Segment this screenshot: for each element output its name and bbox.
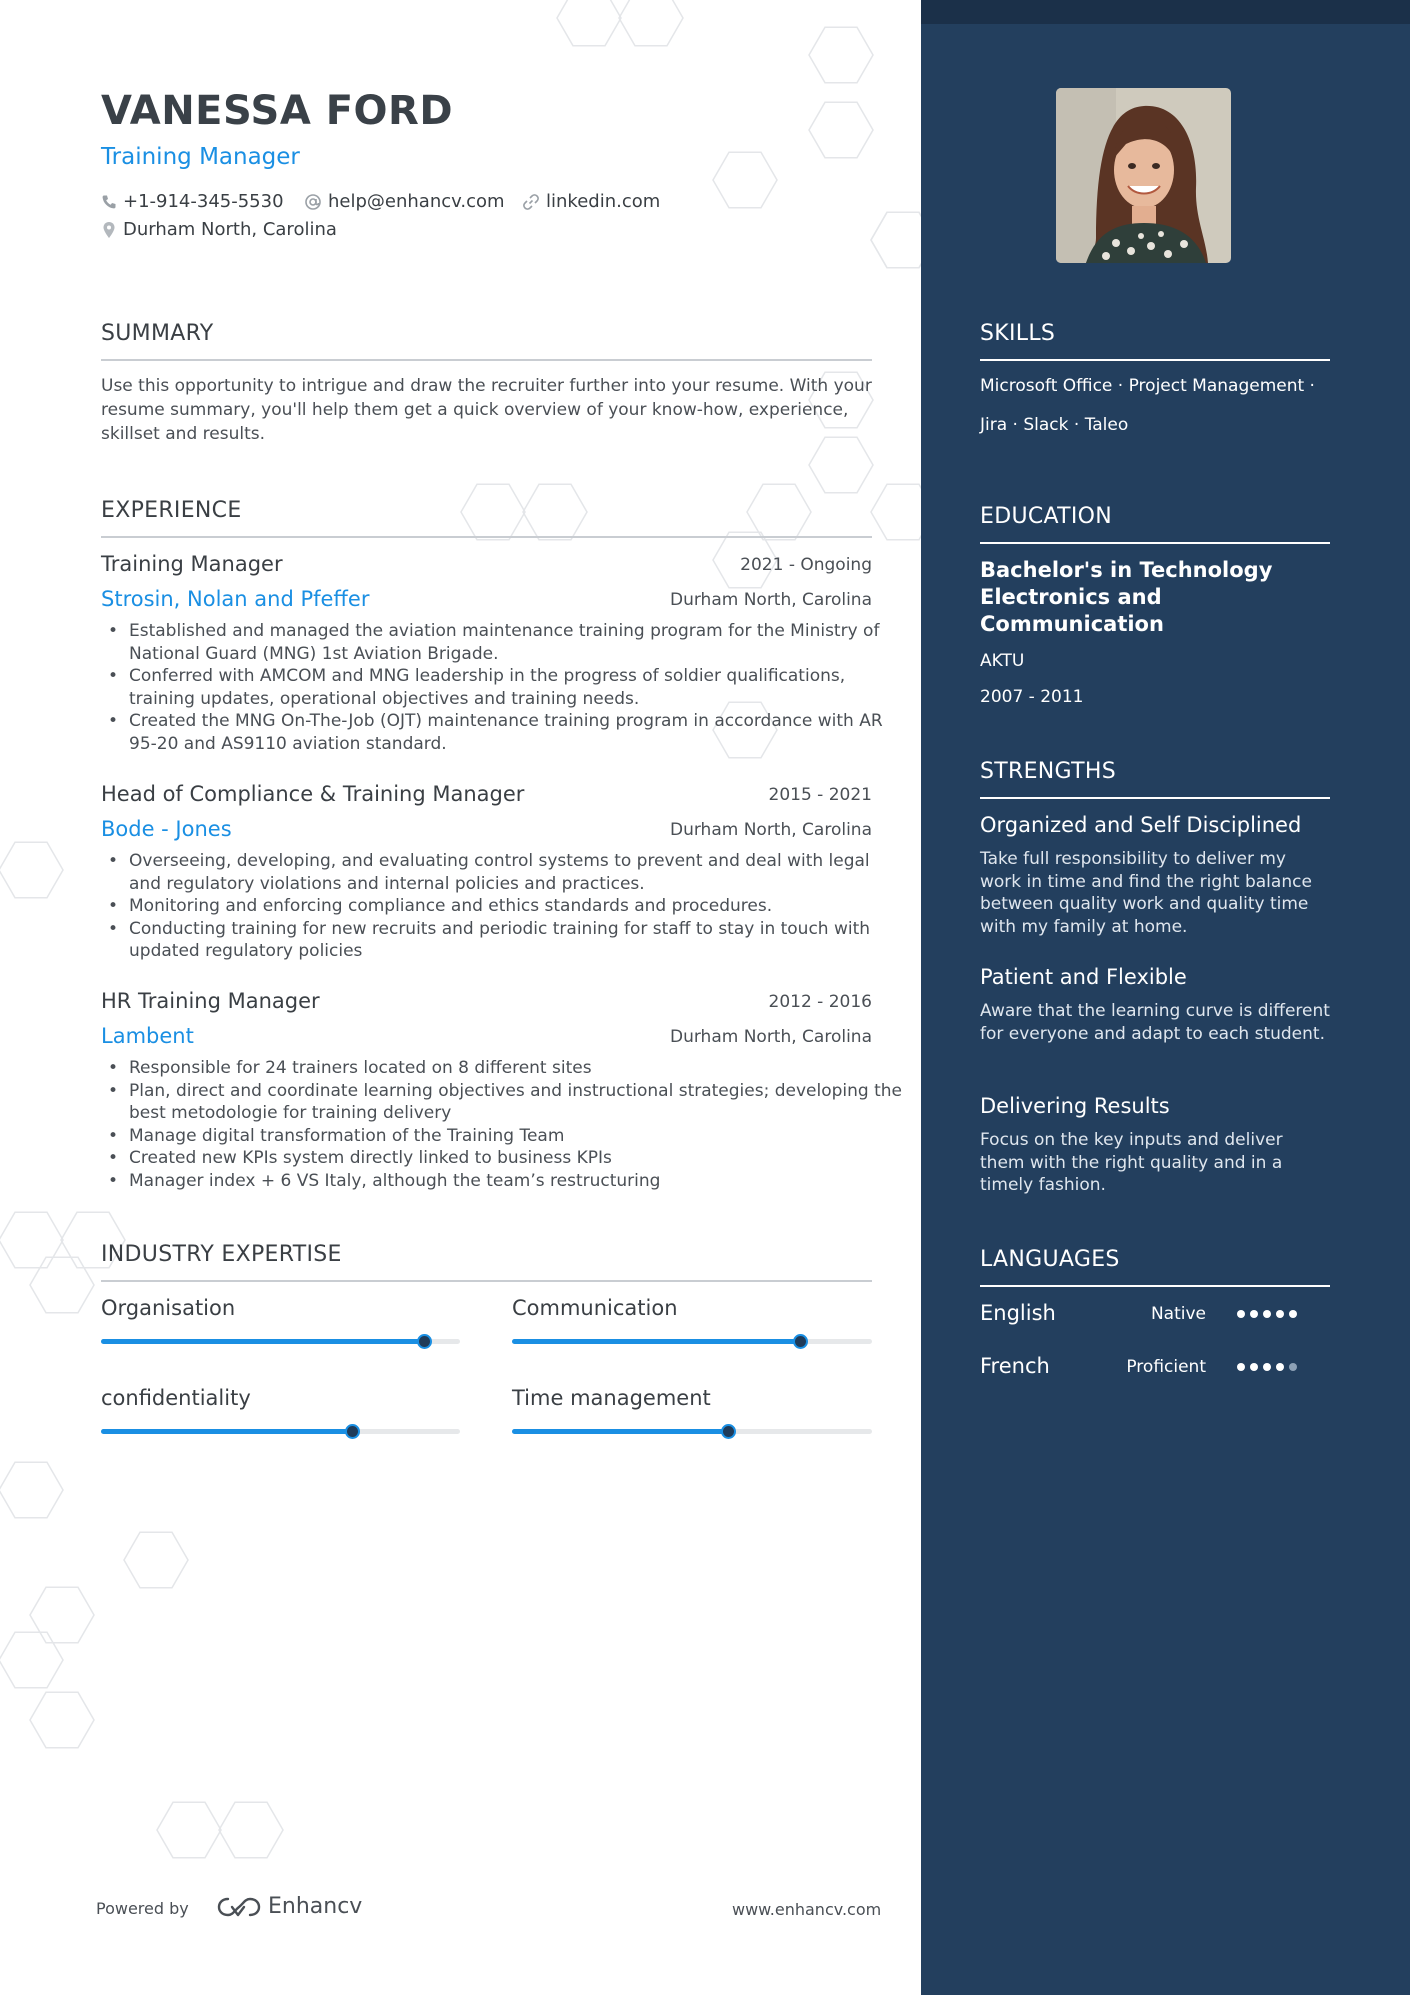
expertise-bar <box>512 1429 872 1434</box>
rating-dot <box>1276 1363 1284 1371</box>
location-text: Durham North, Carolina <box>123 219 337 240</box>
list-item: • Created the MNG On-The-Job (OJT) maintenance training program in accordance with AR 95-20 and AS9110 aviation standard. <box>129 710 904 755</box>
job-company[interactable]: Lambent <box>101 1024 194 1048</box>
expertise-bar <box>512 1339 872 1344</box>
linkedin-contact[interactable] <box>522 191 660 212</box>
expertise-divider <box>101 1280 872 1282</box>
strengths-heading: STRENGTHS <box>980 759 1116 784</box>
expertise-bar-fill <box>512 1429 728 1434</box>
job-title: HR Training Manager <box>101 989 320 1013</box>
education-dates: 2007 - 2011 <box>980 687 1084 707</box>
expertise-label: Organisation <box>101 1296 236 1320</box>
rating-dot <box>1276 1310 1284 1318</box>
portrait-image <box>1056 88 1231 263</box>
phone-icon <box>101 194 117 210</box>
location-pin-icon <box>101 221 117 239</box>
list-item: • Manager index + 6 VS Italy, although the team’s restructuring <box>129 1170 904 1193</box>
job-bullets <box>101 1057 904 1192</box>
expertise-bar-knob <box>793 1334 808 1349</box>
job-location: Durham North, Carolina <box>669 590 872 610</box>
candidate-role: Training Manager <box>101 144 300 170</box>
sidebar-top-band <box>921 0 1410 24</box>
job-dates: 2021 - Ongoing <box>740 555 872 575</box>
footer-url[interactable]: www.enhancv.com <box>732 1900 882 1919</box>
language-level: Native <box>1150 1304 1206 1324</box>
strength-title: Patient and Flexible <box>980 965 1187 989</box>
strength-description: Focus on the key inputs and deliver them with the right quality and in a timely fashion. <box>980 1130 1283 1195</box>
strengths-divider <box>980 797 1330 799</box>
powered-by-text: Powered by <box>96 1899 189 1918</box>
expertise-label: Time management <box>512 1386 711 1410</box>
list-item: • Responsible for 24 trainers located on 8 different sites <box>129 1057 904 1080</box>
rating-dot <box>1250 1310 1258 1318</box>
job-location: Durham North, Carolina <box>669 1027 872 1047</box>
education-school: AKTU <box>980 651 1025 671</box>
languages-divider <box>980 1285 1330 1287</box>
job-title: Training Manager <box>101 552 283 576</box>
expertise-bar-knob <box>721 1424 736 1439</box>
language-name: English <box>980 1301 1056 1325</box>
job-company[interactable]: Bode - Jones <box>101 817 232 841</box>
expertise-heading: INDUSTRY EXPERTISE <box>101 1242 342 1267</box>
linkedin-text: linkedin.com <box>546 191 661 212</box>
job-dates: 2012 - 2016 <box>768 992 872 1012</box>
candidate-name: VANESSA FORD <box>101 88 454 134</box>
education-degree: Bachelor's in Technology Electronics and Communication <box>980 558 1273 636</box>
languages-heading: LANGUAGES <box>980 1247 1120 1272</box>
job-dates: 2015 - 2021 <box>768 785 872 805</box>
at-icon <box>304 193 322 211</box>
email-text: help@enhancv.com <box>328 191 505 212</box>
rating-dot <box>1263 1310 1271 1318</box>
skills-line-1: Microsoft Office · Project Management · <box>980 376 1315 396</box>
list-item: • Created new KPIs system directly linked to business KPIs <box>129 1147 904 1170</box>
expertise-bar-knob <box>345 1424 360 1439</box>
rating-dot <box>1289 1310 1297 1318</box>
language-name: French <box>980 1354 1050 1378</box>
language-rating <box>1237 1310 1297 1318</box>
rating-dot <box>1237 1363 1245 1371</box>
language-rating <box>1237 1363 1297 1371</box>
skills-divider <box>980 359 1330 361</box>
profile-photo <box>1056 88 1231 263</box>
list-item: • Established and managed the aviation maintenance training program for the Ministry of National Guard (MNG) 1st Aviation Brigade. <box>129 620 904 665</box>
strength-title: Delivering Results <box>980 1094 1170 1118</box>
strength-title: Organized and Self Disciplined <box>980 813 1302 837</box>
job-bullets <box>101 850 904 963</box>
expertise-bar-fill <box>512 1339 800 1344</box>
rating-dot <box>1250 1363 1258 1371</box>
list-item: • Conferred with AMCOM and MNG leadership in the progress of soldier qualifications, training updates, operational objectives and training needs. <box>129 665 904 710</box>
experience-divider <box>101 536 872 538</box>
skills-heading: SKILLS <box>980 321 1056 346</box>
phone-text: +1-914-345-5530 <box>123 191 284 212</box>
education-divider <box>980 542 1330 544</box>
expertise-bar-knob <box>417 1334 432 1349</box>
skills-line-2: Jira · Slack · Taleo <box>980 415 1129 435</box>
strength-description: Aware that the learning curve is different for everyone and adapt to each student. <box>980 1001 1330 1044</box>
list-item: • Conducting training for new recruits and periodic training for staff to stay in touch with updated regulatory policies <box>129 918 904 963</box>
expertise-bar-fill <box>101 1339 424 1344</box>
list-item: • Monitoring and enforcing compliance and ethics standards and procedures. <box>129 895 904 918</box>
enhancv-logo[interactable] <box>216 1894 362 1919</box>
expertise-bar-fill <box>101 1429 352 1434</box>
email-contact[interactable] <box>304 191 505 212</box>
summary-divider <box>101 359 872 361</box>
sidebar <box>921 0 1410 1995</box>
experience-heading: EXPERIENCE <box>101 498 242 523</box>
education-heading: EDUCATION <box>980 504 1113 529</box>
strength-description: Take full responsibility to deliver my work in time and find the right balance between quality work and quality time with my family at home. <box>980 849 1312 937</box>
phone-contact[interactable] <box>101 191 284 212</box>
location-contact <box>101 219 337 240</box>
summary-heading: SUMMARY <box>101 321 214 346</box>
enhancv-logo-icon <box>216 1895 262 1919</box>
expertise-label: Communication <box>512 1296 678 1320</box>
enhancv-brand-text: Enhancv <box>268 1894 363 1919</box>
rating-dot <box>1263 1363 1271 1371</box>
expertise-label: confidentiality <box>101 1386 251 1410</box>
rating-dot <box>1289 1363 1297 1371</box>
list-item: • Manage digital transformation of the Training Team <box>129 1125 904 1148</box>
job-company[interactable]: Strosin, Nolan and Pfeffer <box>101 587 370 611</box>
link-icon <box>522 193 540 211</box>
language-level: Proficient <box>1126 1357 1206 1377</box>
summary-text: Use this opportunity to intrigue and draw the recruiter further into your resume. With your resume summary, you'll help them get a quick overview of your know-how, experience, skillset and results. <box>101 376 872 444</box>
job-title: Head of Compliance & Training Manager <box>101 782 525 806</box>
job-location: Durham North, Carolina <box>669 820 872 840</box>
list-item: • Plan, direct and coordinate learning objectives and instructional strategies; developing the best metodologie for training delivery <box>129 1080 904 1125</box>
expertise-bar <box>101 1339 460 1344</box>
job-bullets <box>101 620 904 755</box>
list-item: • Overseeing, developing, and evaluating control systems to prevent and deal with legal and regulatory violations and internal policies and practices. <box>129 850 904 895</box>
expertise-bar <box>101 1429 460 1434</box>
rating-dot <box>1237 1310 1245 1318</box>
